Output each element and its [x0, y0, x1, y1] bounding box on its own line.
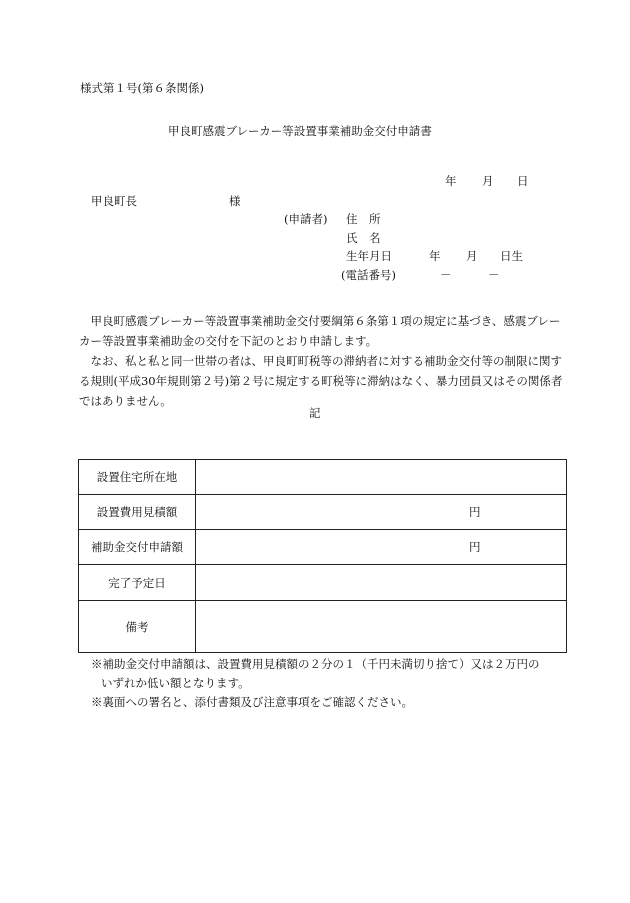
- date-month: 月: [482, 174, 494, 188]
- table-row: [79, 530, 567, 565]
- note-2: ※裏面への署名と、添付書類及び注意事項をご確認ください。: [91, 695, 413, 709]
- table-row: [79, 565, 567, 601]
- row-label-remarks: 備考: [79, 601, 196, 653]
- table-row: [79, 460, 567, 495]
- date-year: 年: [445, 174, 457, 188]
- table-row: [79, 495, 567, 530]
- row-value-completion[interactable]: [196, 565, 567, 601]
- yen-unit: 円: [469, 540, 481, 554]
- note-1: ※補助金交付申請額は、設置費用見積額の２分の１（千円未満切り捨て）又は２万円の: [91, 657, 540, 671]
- ki-heading: 記: [309, 406, 321, 420]
- phone-dash-2: －: [488, 268, 500, 282]
- row-value-remarks[interactable]: [196, 601, 567, 653]
- row-label-completion: 完了予定日: [79, 565, 196, 601]
- yen-unit: 円: [469, 505, 481, 519]
- row-label-request: 補助金交付申請額: [79, 530, 196, 565]
- row-value-request[interactable]: [196, 530, 567, 565]
- addressee-name: 甲良町長: [91, 194, 137, 208]
- table-row: [79, 601, 567, 653]
- phone-label: (電話番号): [341, 268, 396, 282]
- phone-dash-1: －: [440, 268, 452, 282]
- body-paragraph-2: なお、私と私と同一世帯の者は、甲良町町税等の滞納者に対する補助金交付等の制限に関する規則(平成30年規則第２号)第２号に規定する町税等に滞納はなく、暴力団員又はその関係者ではありません。: [79, 354, 563, 408]
- address-label: 住 所: [346, 212, 381, 226]
- date-day: 日: [517, 174, 529, 188]
- row-value-estimate[interactable]: [196, 495, 567, 530]
- applicant-label: (申請者): [284, 212, 328, 226]
- body-paragraph-1: 甲良町感震ブレーカー等設置事業補助金交付要綱第６条第１項の規定に基づき、感震ブレーカー等設置事業補助金の交付を下記のとおり申請します。: [79, 314, 561, 348]
- dob-day: 日生: [500, 249, 523, 263]
- dob-label: 生年月日: [346, 249, 392, 263]
- row-label-address: 設置住宅所在地: [79, 460, 196, 495]
- dob-month: 月: [466, 249, 478, 263]
- row-value-address[interactable]: [196, 460, 567, 495]
- application-table: [78, 459, 567, 653]
- form-number: 様式第１号(第６条関係): [80, 81, 204, 95]
- addressee-honorific: 様: [229, 194, 241, 208]
- notes: [91, 655, 571, 712]
- document-title: 甲良町感震ブレーカー等設置事業補助金交付申請書: [168, 124, 432, 138]
- row-label-estimate: 設置費用見積額: [79, 495, 196, 530]
- note-1-continued: いずれか低い額となります。: [101, 676, 250, 690]
- name-label: 氏 名: [346, 231, 381, 245]
- body-text: [79, 311, 569, 411]
- dob-year: 年: [429, 249, 441, 263]
